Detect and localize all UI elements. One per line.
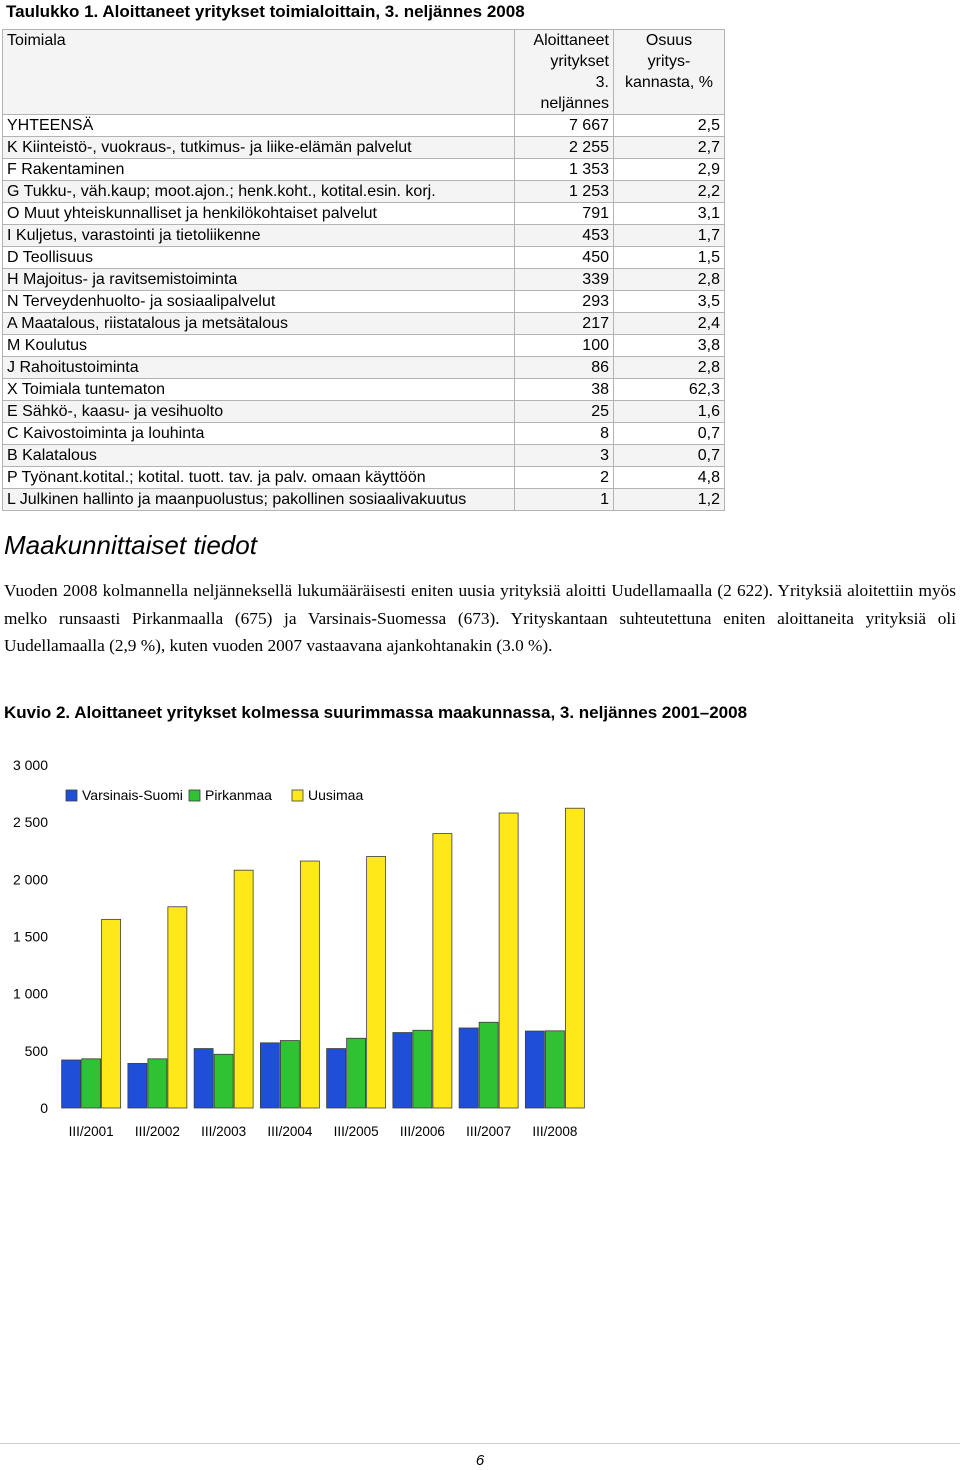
table-row — [3, 357, 725, 379]
row-count: 3 — [515, 445, 614, 467]
legend-label: Uusimaa — [308, 787, 364, 803]
row-industry-name: A Maatalous, riistatalous ja metsätalous — [3, 313, 515, 335]
header-aloittaneet-line: 3. — [595, 74, 609, 91]
row-industry-name: YHTEENSÄ — [3, 115, 515, 137]
table-row — [3, 423, 725, 445]
row-count: 7 667 — [515, 115, 614, 137]
row-industry-name: X Toimiala tuntematon — [3, 379, 515, 401]
bar-pirkanmaa — [545, 1031, 564, 1108]
row-share: 3,1 — [614, 203, 725, 225]
row-share: 62,3 — [614, 379, 725, 401]
table-header-row — [3, 30, 725, 115]
header-osuus-line: kannasta, % — [624, 74, 714, 91]
row-share: 2,4 — [614, 313, 725, 335]
row-share: 2,8 — [614, 357, 725, 379]
header-aloittaneet — [515, 30, 614, 115]
table-row — [3, 137, 725, 159]
row-count: 450 — [515, 247, 614, 269]
bar-pirkanmaa — [82, 1059, 101, 1108]
bar-varsinais-suomi — [459, 1028, 478, 1108]
row-share: 4,8 — [614, 467, 725, 489]
figure-title: Kuvio 2. Aloittaneet yritykset kolmessa suurimmassa maakunnassa, 3. neljännes 2001–2008 — [4, 703, 748, 722]
row-industry-name: F Rakentaminen — [3, 159, 515, 181]
bar-pirkanmaa — [479, 1022, 498, 1108]
section-heading: Maakunnittaiset tiedot — [4, 530, 257, 560]
bar-pirkanmaa — [280, 1041, 299, 1108]
header-osuus-line: Osuus — [645, 32, 693, 49]
table-row — [3, 445, 725, 467]
row-industry-name: I Kuljetus, varastointi ja tietoliikenne — [3, 225, 515, 247]
row-industry-name: C Kaivostoiminta ja louhinta — [3, 423, 515, 445]
table-row — [3, 401, 725, 423]
bar-pirkanmaa — [148, 1059, 167, 1108]
header-aloittaneet-line: neljännes — [540, 95, 609, 112]
x-tick-label: III/2003 — [201, 1124, 247, 1139]
bar-varsinais-suomi — [128, 1063, 147, 1108]
row-industry-name: M Koulutus — [3, 335, 515, 357]
y-tick-label: 500 — [24, 1042, 48, 1059]
bar-uusimaa — [367, 856, 386, 1108]
table-row — [3, 335, 725, 357]
x-tick-label: III/2008 — [532, 1124, 578, 1139]
row-share: 1,6 — [614, 401, 725, 423]
row-share: 1,5 — [614, 247, 725, 269]
table-row — [3, 115, 725, 137]
row-count: 100 — [515, 335, 614, 357]
header-aloittaneet-line: Aloittaneet — [533, 32, 609, 49]
row-count: 217 — [515, 313, 614, 335]
row-share: 2,2 — [614, 181, 725, 203]
table-row — [3, 181, 725, 203]
table-row — [3, 225, 725, 247]
row-industry-name: G Tukku-, väh.kaup; moot.ajon.; henk.koht., kotital.esin. korj. — [3, 181, 515, 203]
row-count: 2 — [515, 467, 614, 489]
header-aloittaneet-line: yritykset — [550, 53, 609, 70]
row-count: 791 — [515, 203, 614, 225]
bar-varsinais-suomi — [327, 1049, 346, 1108]
row-industry-name: J Rahoitustoiminta — [3, 357, 515, 379]
bar-uusimaa — [499, 813, 518, 1108]
row-share: 2,9 — [614, 159, 725, 181]
bar-uusimaa — [168, 907, 187, 1108]
row-share: 1,2 — [614, 489, 725, 511]
row-count: 25 — [515, 401, 614, 423]
x-tick-label: III/2005 — [333, 1124, 379, 1139]
row-share: 2,5 — [614, 115, 725, 137]
row-share: 2,7 — [614, 137, 725, 159]
table-row — [3, 203, 725, 225]
table-row — [3, 379, 725, 401]
row-industry-name: H Majoitus- ja ravitsemistoiminta — [3, 269, 515, 291]
row-count: 293 — [515, 291, 614, 313]
bar-pirkanmaa — [413, 1030, 432, 1108]
y-tick-label: 1 000 — [12, 985, 48, 1002]
y-tick-label: 2 500 — [12, 814, 48, 831]
table-title: Taulukko 1. Aloittaneet yritykset toimialoittain, 3. neljännes 2008 — [6, 2, 525, 21]
row-count: 1 — [515, 489, 614, 511]
row-share: 0,7 — [614, 423, 725, 445]
body-paragraph: Vuoden 2008 kolmannella neljänneksellä lukumääräisesti eniten uusia yrityksiä aloitti Uudellamaalla (2 622). Yrityksiä aloitettiin myös melko runsaasti Pirkanmaalla (675) ja Varsinais-Suomessa (673). Yrityskantaan suhteutettuna eniten aloittaneita yrityksiä oli Uudellamaalla (2,9 %), kuten vuoden 2007 vastaavana ajankohtanakin (3.0 %). — [4, 581, 956, 655]
x-tick-label: III/2007 — [466, 1124, 512, 1139]
bar-pirkanmaa — [214, 1054, 233, 1108]
row-industry-name: O Muut yhteiskunnalliset ja henkilökohtaiset palvelut — [3, 203, 515, 225]
table-row — [3, 467, 725, 489]
y-tick-label: 1 500 — [12, 928, 48, 945]
x-tick-label: III/2004 — [267, 1124, 313, 1139]
y-tick-label: 0 — [40, 1100, 48, 1116]
row-industry-name: E Sähkö-, kaasu- ja vesihuolto — [3, 401, 515, 423]
y-tick-label: 3 000 — [12, 757, 48, 773]
row-share: 3,5 — [614, 291, 725, 313]
bar-uusimaa — [234, 870, 253, 1108]
row-industry-name: P Työnant.kotital.; kotital. tuott. tav. ja palv. omaan käyttöön — [3, 467, 515, 489]
legend-label: Pirkanmaa — [205, 787, 272, 803]
legend-label: Varsinais-Suomi — [82, 787, 183, 803]
table-row — [3, 269, 725, 291]
bar-uusimaa — [300, 861, 319, 1108]
legend-swatch — [292, 790, 303, 801]
row-share: 1,7 — [614, 225, 725, 247]
row-count: 2 255 — [515, 137, 614, 159]
bar-varsinais-suomi — [260, 1043, 279, 1108]
header-osuus — [614, 30, 725, 115]
row-share: 0,7 — [614, 445, 725, 467]
y-tick-label: 2 000 — [12, 871, 48, 888]
row-share: 3,8 — [614, 335, 725, 357]
legend-swatch — [189, 790, 200, 801]
row-count: 1 253 — [515, 181, 614, 203]
row-industry-name: B Kalatalous — [3, 445, 515, 467]
bar-uusimaa — [102, 919, 121, 1108]
bar-varsinais-suomi — [62, 1060, 81, 1108]
bar-uusimaa — [565, 808, 584, 1108]
bar-varsinais-suomi — [525, 1031, 544, 1108]
bar-varsinais-suomi — [393, 1033, 412, 1108]
page-number: 6 — [475, 1452, 485, 1469]
x-tick-label: III/2002 — [134, 1124, 180, 1139]
page-footer-rule — [0, 1443, 960, 1444]
header-toimiala: Toimiala — [3, 30, 515, 115]
row-count: 86 — [515, 357, 614, 379]
bar-pirkanmaa — [347, 1038, 366, 1108]
x-tick-label: III/2006 — [399, 1124, 445, 1139]
row-count: 339 — [515, 269, 614, 291]
table-row — [3, 159, 725, 181]
table-body — [3, 115, 725, 511]
table-row — [3, 291, 725, 313]
bar-varsinais-suomi — [194, 1049, 213, 1108]
row-count: 453 — [515, 225, 614, 247]
table-row — [3, 247, 725, 269]
row-industry-name: K Kiinteistö-, vuokraus-, tutkimus- ja liike-elämän palvelut — [3, 137, 515, 159]
bar-chart — [0, 740, 620, 1150]
row-share: 2,8 — [614, 269, 725, 291]
x-tick-label: III/2001 — [68, 1124, 114, 1139]
row-industry-name: N Terveydenhuolto- ja sosiaalipalvelut — [3, 291, 515, 313]
header-osuus-line: yritys- — [647, 53, 691, 70]
bar-uusimaa — [433, 834, 452, 1108]
industry-table — [2, 29, 725, 511]
legend-swatch — [66, 790, 77, 801]
table-row — [3, 313, 725, 335]
table-row — [3, 489, 725, 511]
row-industry-name: L Julkinen hallinto ja maanpuolustus; pakollinen sosiaalivakuutus — [3, 489, 515, 511]
row-count: 38 — [515, 379, 614, 401]
row-count: 8 — [515, 423, 614, 445]
row-count: 1 353 — [515, 159, 614, 181]
row-industry-name: D Teollisuus — [3, 247, 515, 269]
